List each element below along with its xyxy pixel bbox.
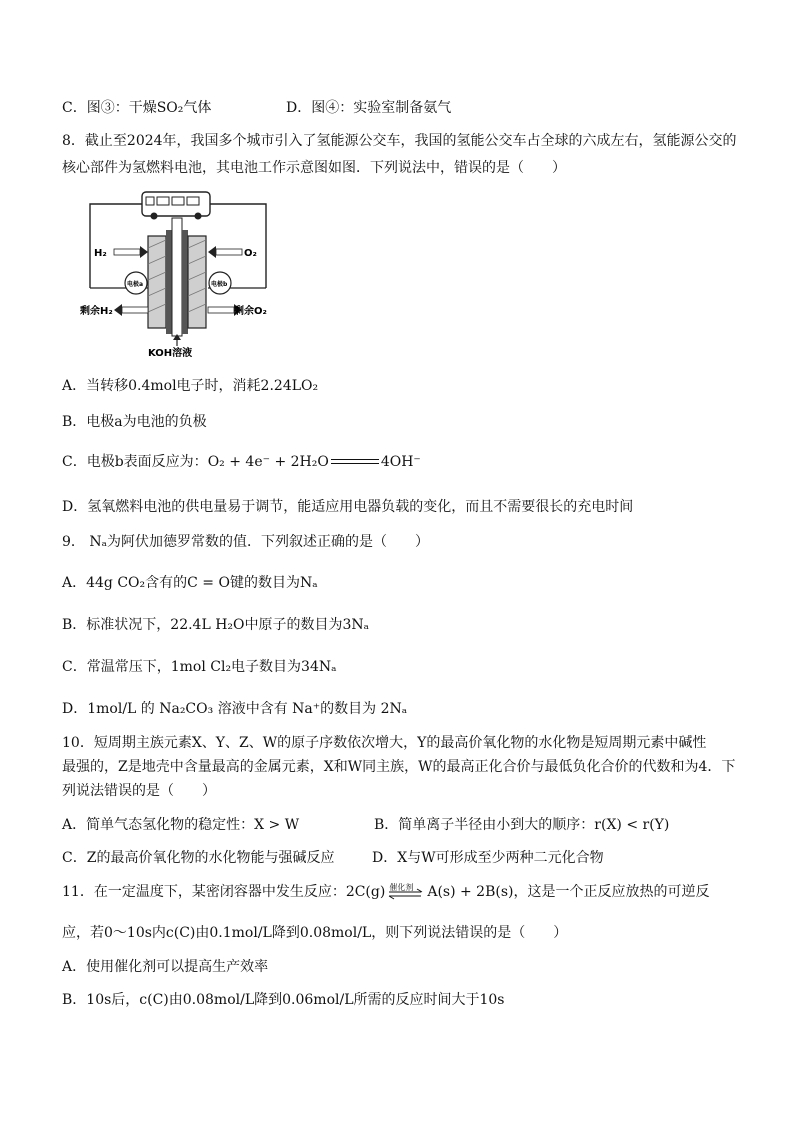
equals-sign-icon	[331, 457, 379, 467]
q9-stem: 9． Nₐ为阿伏加德罗常数的值．下列叙述正确的是（ ）	[62, 534, 430, 550]
membrane-left	[166, 230, 172, 334]
q7-option-c: C．图③：干燥SO₂气体	[62, 100, 212, 116]
electrode-b-block	[188, 236, 206, 328]
q11-option-a: A．使用催化剂可以提高生产效率	[62, 959, 269, 975]
rest-o2-label: 剩余O₂	[234, 306, 267, 317]
electrode-a-label: 电极a	[127, 281, 144, 288]
h2-label: H₂	[94, 248, 107, 259]
q7-option-d: D．图④：实验室制备氨气	[286, 100, 452, 116]
q9-option-b: B．标准状况下，22.4L H₂O中原子的数目为3Nₐ	[62, 617, 370, 633]
q10-stem-line2: 最强的，Z是地壳中含量最高的金属元素，X和W同主族，W的最高正化合价与最低负化合价的代数和为4．下	[62, 759, 736, 775]
q10-option-c: C．Z的最高价氧化物的水化物能与强碱反应	[62, 850, 335, 866]
q8-stem-line1: 8．截止至2024年，我国多个城市引入了氢能源公交车，我国的氢能公交车占全球的六成左右，氢能源公交的	[62, 133, 737, 149]
catalyst-label: 催化剂	[389, 883, 414, 892]
q10-option-d: D．X与W可形成至少两种二元化合物	[372, 850, 604, 866]
q9-option-d: D．1mol/L 的 Na₂CO₃ 溶液中含有 Na⁺的数目为 2Nₐ	[62, 701, 408, 717]
q8-option-a: A．当转移0.4mol电子时，消耗2.24LO₂	[62, 378, 319, 394]
h2-inlet-arrow	[114, 246, 148, 258]
q8-option-c	[62, 452, 421, 472]
q9-option-a: A．44g CO₂含有的C = O键的数目为Nₐ	[62, 575, 318, 591]
q8-option-d: D．氢氧燃料电池的供电量易于调节，能适应用电器负载的变化，而且不需要很长的充电时间	[62, 499, 634, 515]
membrane-right	[182, 230, 188, 334]
q9-option-c: C．常温常压下，1mol Cl₂电子数目为34Nₐ	[62, 659, 337, 675]
o2-inlet-arrow	[208, 246, 242, 258]
q8-option-c-right: 4OH⁻	[380, 454, 421, 470]
reversible-arrow-icon	[385, 884, 427, 900]
electrolyte-channel	[172, 218, 182, 336]
q8-stem-line2: 核心部件为氢燃料电池，其电池工作示意图如图．下列说法中，错误的是（ ）	[62, 160, 566, 176]
o2-label: O₂	[244, 248, 257, 259]
q10-option-b: B．简单离子半径由小到大的顺序：r(X) < r(Y)	[374, 817, 670, 833]
q8-option-c-prefix: C．电极b表面反应为：	[62, 454, 208, 470]
q10-option-a: A．简单气态氢化物的稳定性：X > W	[62, 817, 300, 833]
electrode-b-label: 电极b	[211, 281, 228, 288]
h2-outlet-arrow	[114, 304, 148, 316]
q11-option-b: B．10s后，c(C)由0.08mol/L降到0.06mol/L所需的反应时间大于10s	[62, 992, 505, 1008]
q11-stem-prefix: 11．在一定温度下，某密闭容器中发生反应：2C(g)	[62, 884, 386, 900]
bus-icon	[142, 192, 210, 220]
q10-stem-line1: 10．短周期主族元素X、Y、Z、W的原子序数依次增大，Y的最高价氧化物的水化物是短周期元素中碱性	[62, 735, 707, 751]
q10-stem-line3: 列说法错误的是（ ）	[62, 783, 216, 799]
q8-option-b: B．电极a为电池的负极	[62, 414, 207, 430]
electrode-a-block	[148, 236, 166, 328]
q11-stem-line1	[62, 882, 709, 902]
q8-option-c-left: O₂ + 4e⁻ + 2H₂O	[207, 454, 329, 470]
koh-label: KOH溶液	[148, 348, 193, 359]
q11-stem-line2: 应，若0～10s内c(C)由0.1mol/L降到0.08mol/L，则下列说法错误的是（ ）	[62, 925, 568, 941]
fuel-cell-svg	[80, 188, 272, 359]
q11-stem-suffix: A(s) + 2B(s)，这是一个正反应放热的可逆反	[427, 884, 710, 900]
rest-h2-label: 剩余H₂	[80, 306, 113, 317]
fuel-cell-diagram	[80, 188, 272, 359]
